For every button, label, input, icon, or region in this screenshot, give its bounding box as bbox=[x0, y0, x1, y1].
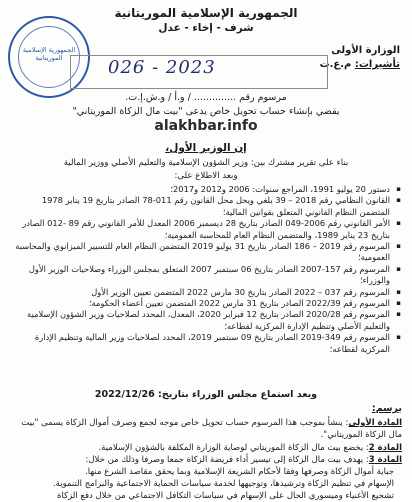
article-1-text: : ينشأ بموجب هذا المرسوم حساب تحويل خاص موجه لجمع وصرف أموال الزكاة يسمى "بيت مال الزكاة الموريتاني". bbox=[21, 418, 402, 440]
consideration-item: ▪ القانون النظامي رقم 2018 – 39 بلغي ويحل محل القانون رقم 011-78 الصادر بتاريخ 19 يناير 1978 المتضمن النظام القانوني المتعلق بقوانين المالية؛ bbox=[10, 195, 390, 218]
article-1-label: المادة الأولى bbox=[348, 418, 402, 428]
decree-number-line: مرسوم رقم .............. / و.أ / و.ش.إ.ت. bbox=[125, 92, 287, 103]
consideration-item: ▪ المرسوم رقم 157-2007 الصادر بتاريخ 06 سبتمبر 2007 المتعلق بمجلس الوزراء وصلاحيات الوزير الأول والوزراء؛ bbox=[10, 264, 390, 287]
consideration-item: ▪ المرسوم رقم 2022/39 الصادر بتاريخ 31 مارس 2022 المتضمن تعيين أعضاء الحكومة؛ bbox=[10, 298, 390, 309]
article-3-item: جباية أموال الزكاة وصرفها وفقا لأحكام الشريعة الإسلامية وبما يحقق مقاصد الشرع منها. bbox=[85, 467, 394, 477]
decrees-label: يرسم: bbox=[371, 403, 402, 414]
handwritten-reference-number: 026 - 2023 bbox=[108, 57, 216, 78]
council-session-line: وبعد استماع مجلس الوزراء بتاريخ: 2022/12/26 bbox=[94, 389, 318, 400]
considerations-list bbox=[10, 184, 402, 355]
article-2-text: : يخضع بيت مال الزكاة الموريتاني لوصاية الوزارة المكلفة بالشؤون الإسلامية. bbox=[98, 443, 369, 453]
article-2-label: المادة 2 bbox=[368, 443, 402, 453]
preamble-consult: وبعد الاطلاع على: bbox=[174, 171, 238, 181]
article-3-item: الإسهام في تنظيم الزكاة وترشيدها، وتوجيهها لخدمة سياسات الحماية الاجتماعية والبرامج التنموية. bbox=[52, 478, 394, 489]
ministry-block bbox=[320, 44, 400, 72]
prime-minister-title: إن الوزير الأول، bbox=[165, 142, 247, 154]
decree-subject: يقضي بإنشاء حساب تحويل خاص يدعى "بيت مال الزكاة الموريتاني" bbox=[72, 106, 340, 117]
article-3 bbox=[10, 455, 402, 467]
article-2 bbox=[10, 443, 402, 455]
consideration-item: ▪ دستور 20 يوليو 1991، المراجع سنوات: 2006 و2012 و2017؛ bbox=[10, 184, 390, 195]
ministry-name: الوزارة الأولى bbox=[331, 45, 400, 56]
visas-label: تأشيرات: bbox=[354, 59, 400, 70]
article-3-item: تشجيع الأغنياء وميسوري الحال على الإسهام في سياسات التكافل الاجتماعي من خلال دفع الزكاة bbox=[56, 490, 394, 501]
article-1 bbox=[10, 418, 402, 442]
article-3-items bbox=[10, 467, 402, 502]
preamble-report: بناء على تقرير مشترك بين: وزير الشؤون الإسلامية والتعليم الأصلي ووزير المالية bbox=[63, 158, 349, 168]
visas-line bbox=[320, 58, 400, 72]
consideration-item: ▪ المرسوم رقم 2020/28 الصادر بتاريخ 12 فبراير 2020، المعدل، المحدد لصلاحيات وزير الشؤون الإسلامية والتعليم الأصلي وتنظيم الإدارة المركزية لقطاعه؛ bbox=[10, 309, 390, 332]
consideration-item: ▪ المرسوم رقم 2019 – 186 الصادر بتاريخ 31 يوليو 2019 المتضمن النظام العام للتسيير الميزانوي والمحاسبة العمومية؛ bbox=[10, 241, 390, 264]
republic-heading: الجمهورية الإسلامية الموريتانية bbox=[114, 6, 298, 20]
consideration-item: ▪ الأمر القانوني رقم 2006-049 الصادر بتاريخ 28 ديسمبر 2006 المعدل للأمر القانوني رقم 89 -012 الصادر بتاريخ 23 يناير 1989، والمتضمن النظام العام للمحاسبة العمومية؛ bbox=[10, 218, 390, 241]
national-motto: شرف - إخاء - عدل bbox=[158, 22, 254, 34]
consideration-item: ▪ المرسوم رقم 349-2019 الصادر بتاريخ 09 سبتمبر 2019، المحدد لصلاحيات وزير المالية وتنظيم الإدارة المركزية لقطاعه؛ bbox=[10, 332, 390, 355]
seal-text: الجمهورية الإسلامية الموريتانية bbox=[22, 46, 76, 62]
visas-value: م.ع.ت bbox=[319, 59, 352, 70]
article-3-text: : يهدف بيت مال الزكاة إلى تيسير أداء فريضة الزكاة جمعا وصرفا وذلك من خلال: bbox=[85, 455, 369, 465]
consideration-item: ▪ المرسوم رقم 037 – 2022 الصادر بتاريخ 30 مارس 2022 المتضمن تعيين الوزير الأول bbox=[10, 287, 390, 298]
site-watermark: alakhbar.info bbox=[154, 118, 258, 134]
article-3-label: المادة 3 bbox=[368, 455, 402, 465]
